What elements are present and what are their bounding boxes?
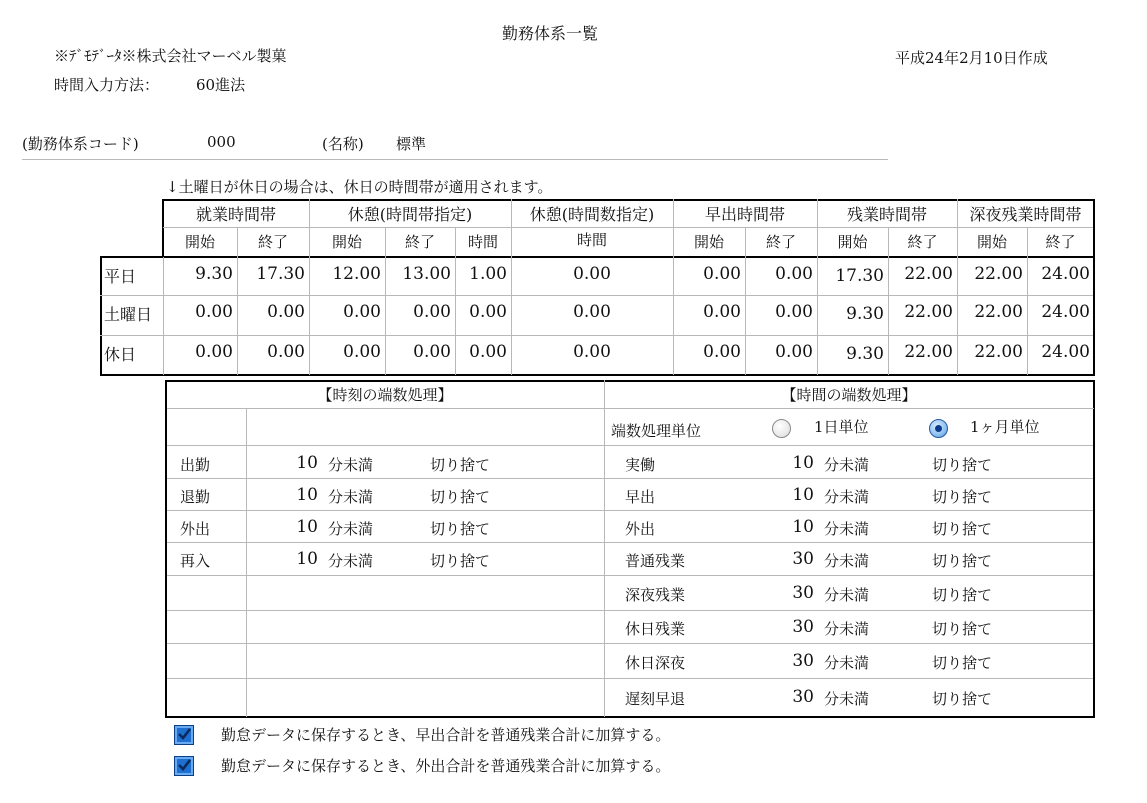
right-rounding-unit: 分未満: [824, 654, 870, 672]
right-row-line: [605, 542, 1093, 543]
left-rounding-value: 10: [296, 453, 318, 473]
right-rounding-label: 普通残業: [625, 552, 686, 570]
input-method-label: 時間入力方法：: [54, 76, 160, 94]
row-line: [100, 295, 1093, 296]
right-rounding-label: 遅刻早退: [625, 690, 686, 708]
code-label: (勤務体系コード): [22, 135, 139, 153]
schedule-value: 0.00: [343, 302, 381, 322]
left-row-line: [167, 678, 604, 679]
checkbox-checked-icon[interactable]: [174, 756, 194, 776]
left-rounding-label: 退勤: [180, 488, 211, 506]
left-row-line: [167, 478, 604, 479]
group-header: 休憩(時間帯指定): [347, 205, 473, 224]
left-rounding-unit: 分未満: [328, 520, 374, 538]
right-rounding-label: 早出: [625, 488, 656, 506]
right-rounding-unit: 分未満: [824, 586, 870, 604]
right-rounding-value: 10: [792, 485, 814, 505]
code-value: 000: [207, 133, 236, 151]
left-rounding-method: 切り捨て: [430, 456, 491, 474]
group-header: 早出時間帯: [704, 205, 785, 224]
group-header: 深夜残業時間帯: [969, 205, 1082, 224]
schedule-value: 22.00: [904, 302, 953, 322]
right-rounding-unit: 分未満: [824, 690, 870, 708]
left-rounding-unit: 分未満: [328, 552, 374, 570]
left-row-line: [167, 575, 604, 576]
right-section-title: 【時間の端数処理】: [781, 386, 917, 404]
left-rounding-label: 出勤: [180, 456, 211, 474]
right-rounding-label: 深夜残業: [625, 586, 686, 604]
schedule-value: 0.00: [343, 342, 381, 362]
right-rounding-value: 30: [792, 617, 814, 637]
schedule-value: 0.00: [775, 302, 813, 322]
left-rounding-method: 切り捨て: [430, 552, 491, 570]
rounding-bottom-border: [165, 716, 1095, 718]
left-row-line: [167, 445, 604, 446]
left-column-line: [246, 408, 247, 717]
right-rounding-method: 切り捨て: [932, 552, 993, 570]
schedule-value: 0.00: [775, 342, 813, 362]
option-label: 勤怠データに保存するとき、外出合計を普通残業合計に加算する。: [221, 757, 671, 775]
body-left-border: [100, 256, 102, 375]
schedule-value: 22.00: [904, 264, 953, 284]
schedule-value: 9.30: [195, 264, 233, 284]
page-title: 勤務体系一覧: [502, 24, 599, 43]
body-bottom-border: [100, 374, 1095, 376]
row-label: 土曜日: [104, 305, 153, 324]
sub-header: 開始: [976, 233, 1007, 251]
right-rounding-unit: 分未満: [824, 620, 870, 638]
schedule-value: 1.00: [469, 264, 507, 284]
right-rounding-label: 休日残業: [625, 620, 686, 638]
schedule-value: 0.00: [195, 342, 233, 362]
sub-header: 時間: [576, 231, 607, 249]
schedule-value: 0.00: [413, 342, 451, 362]
schedule-value: 0.00: [195, 302, 233, 322]
left-rounding-unit: 分未満: [328, 488, 374, 506]
right-rounding-value: 30: [792, 549, 814, 569]
code-divider: [22, 159, 888, 160]
left-rounding-unit: 分未満: [328, 456, 374, 474]
schedule-value: 0.00: [267, 302, 305, 322]
right-rounding-method: 切り捨て: [932, 690, 993, 708]
row-line: [100, 335, 1093, 336]
right-row-line: [605, 510, 1093, 511]
sub-header: 開始: [837, 233, 868, 251]
right-row-line: [605, 575, 1093, 576]
radio-checked-icon[interactable]: [929, 419, 948, 438]
schedule-value: 0.00: [573, 342, 611, 362]
left-rounding-value: 10: [296, 549, 318, 569]
rounding-right-border: [1093, 380, 1095, 718]
right-rounding-label: 実働: [625, 456, 656, 474]
name-label: (名称): [322, 135, 364, 153]
schedule-value: 0.00: [775, 264, 813, 284]
right-rounding-value: 30: [792, 687, 814, 707]
rounding-left-border: [165, 380, 167, 718]
right-rounding-label: 休日深夜: [625, 654, 686, 672]
left-row-line: [167, 610, 604, 611]
right-row-line: [605, 643, 1093, 644]
right-rounding-method: 切り捨て: [932, 654, 993, 672]
right-row-line: [605, 445, 1093, 446]
sub-header: 開始: [693, 233, 724, 251]
group-header: 残業時間帯: [846, 205, 927, 224]
sub-header: 開始: [331, 233, 362, 251]
schedule-value: 12.00: [332, 264, 381, 284]
schedule-value: 22.00: [974, 342, 1023, 362]
right-rounding-unit: 分未満: [824, 520, 870, 538]
group-header: 就業時間帯: [195, 205, 276, 224]
title-divider: [167, 408, 1094, 409]
sub-header: 終了: [404, 233, 435, 251]
schedule-value: 22.00: [974, 302, 1023, 322]
schedule-value: 17.30: [256, 264, 305, 284]
right-rounding-value: 10: [792, 453, 814, 473]
right-row-line: [605, 678, 1093, 679]
schedule-value: 0.00: [703, 302, 741, 322]
sub-header: 終了: [765, 233, 796, 251]
name-value: 標準: [396, 135, 427, 153]
rounding-top-border: [165, 380, 1095, 382]
schedule-value: 9.30: [846, 304, 884, 324]
sub-header: 終了: [907, 233, 938, 251]
schedule-value: 17.30: [835, 266, 884, 286]
subheader-line: [163, 227, 1093, 228]
left-rounding-value: 10: [296, 485, 318, 505]
right-rounding-unit: 分未満: [824, 456, 870, 474]
body-top-border: [100, 256, 1095, 258]
header-top-border: [162, 199, 1094, 201]
sub-header: 開始: [184, 233, 215, 251]
schedule-value: 24.00: [1041, 302, 1090, 322]
checkbox-checked-icon[interactable]: [174, 725, 194, 745]
schedule-value: 24.00: [1041, 342, 1090, 362]
right-row-line: [605, 478, 1093, 479]
sub-header: 終了: [257, 233, 288, 251]
right-rounding-method: 切り捨て: [932, 456, 993, 474]
schedule-value: 24.00: [1041, 264, 1090, 284]
unit-option-label: 1日単位: [814, 418, 869, 436]
right-row-line: [605, 610, 1093, 611]
right-rounding-value: 30: [792, 583, 814, 603]
table-right-border: [1093, 199, 1095, 375]
left-rounding-method: 切り捨て: [430, 488, 491, 506]
right-rounding-unit: 分未満: [824, 488, 870, 506]
right-rounding-value: 30: [792, 651, 814, 671]
center-divider: [604, 380, 605, 717]
schedule-value: 0.00: [413, 302, 451, 322]
right-rounding-unit: 分未満: [824, 552, 870, 570]
left-row-line: [167, 542, 604, 543]
schedule-value: 0.00: [573, 302, 611, 322]
group-header: 休憩(時間数指定): [529, 205, 655, 224]
right-rounding-method: 切り捨て: [932, 488, 993, 506]
left-rounding-method: 切り捨て: [430, 520, 491, 538]
input-method-value: 60進法: [196, 76, 246, 94]
unit-option-label: 1ヶ月単位: [970, 418, 1040, 436]
schedule-value: 22.00: [974, 264, 1023, 284]
left-row-line: [167, 510, 604, 511]
schedule-value: 13.00: [402, 264, 451, 284]
company-name: ※ﾃﾞﾓﾃﾞｰﾀ※株式会社マーベル製菓: [54, 47, 287, 65]
schedule-value: 22.00: [904, 342, 953, 362]
row-label: 平日: [104, 267, 137, 286]
schedule-value: 0.00: [703, 264, 741, 284]
left-rounding-label: 外出: [180, 520, 211, 538]
right-rounding-method: 切り捨て: [932, 586, 993, 604]
right-rounding-method: 切り捨て: [932, 620, 993, 638]
unit-label: 端数処理単位: [611, 422, 702, 440]
saturday-note: ↓土曜日が休日の場合は、休日の時間帯が適用されます。: [166, 178, 553, 196]
right-rounding-value: 10: [792, 517, 814, 537]
right-rounding-label: 外出: [625, 520, 656, 538]
left-rounding-value: 10: [296, 517, 318, 537]
left-section-title: 【時刻の端数処理】: [317, 386, 453, 404]
left-rounding-label: 再入: [180, 552, 211, 570]
left-row-line: [167, 643, 604, 644]
row-label: 休日: [104, 345, 137, 364]
option-label: 勤怠データに保存するとき、早出合計を普通残業合計に加算する。: [221, 726, 671, 744]
created-date: 平成24年2月10日作成: [895, 49, 1048, 67]
schedule-value: 0.00: [469, 342, 507, 362]
right-rounding-method: 切り捨て: [932, 520, 993, 538]
schedule-value: 0.00: [267, 342, 305, 362]
schedule-value: 9.30: [846, 344, 884, 364]
schedule-value: 0.00: [703, 342, 741, 362]
sub-header: 終了: [1045, 233, 1076, 251]
radio-unchecked-icon[interactable]: [772, 419, 791, 438]
sub-header: 時間: [467, 233, 498, 251]
schedule-value: 0.00: [469, 302, 507, 322]
schedule-value: 0.00: [573, 264, 611, 284]
